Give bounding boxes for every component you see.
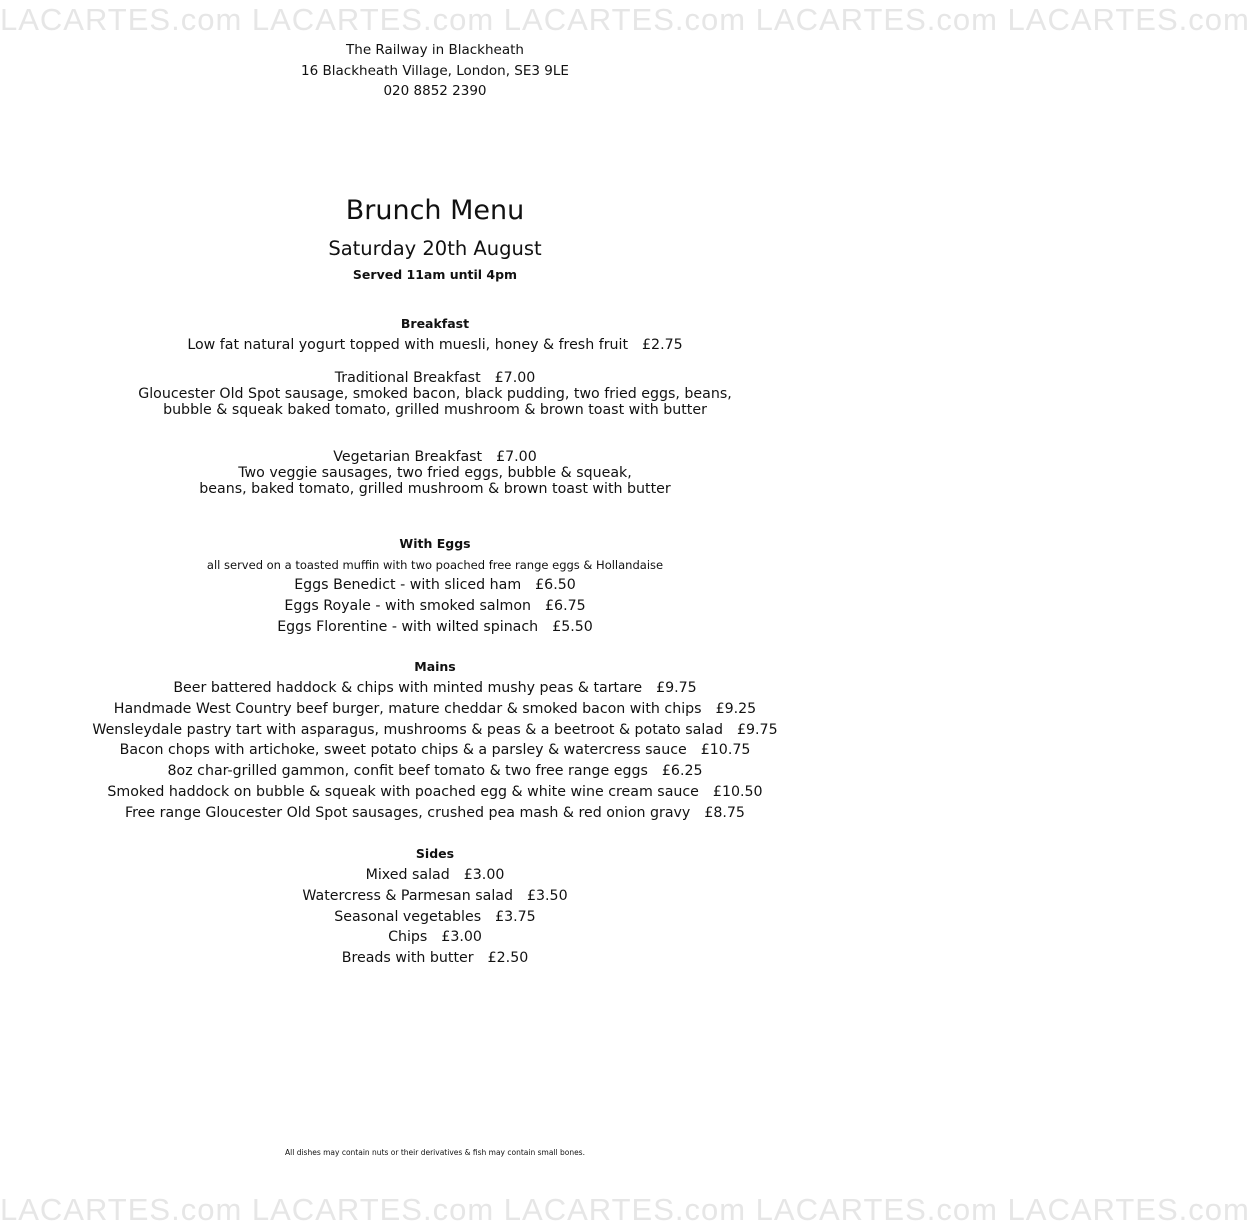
item-name: Eggs Florentine - with wilted spinach [277, 618, 539, 635]
restaurant-address: 16 Blackheath Village, London, SE3 9LE [301, 62, 569, 79]
item-description: bubble & squeak baked tomato, grilled mushroom & brown toast with butter [163, 402, 707, 418]
menu-item [0, 782, 870, 803]
menu-item [0, 678, 870, 699]
section-heading-sides: Sides [415, 846, 455, 861]
menu-item [0, 927, 870, 948]
section-heading-eggs: With Eggs [399, 536, 471, 551]
eggs-list [0, 575, 870, 637]
mains-list [0, 678, 870, 824]
item-price: £2.75 [642, 337, 683, 353]
item-name: Beer battered haddock & chips with minted mushy peas & tartare [173, 680, 643, 696]
sides-list [0, 865, 870, 969]
item-price: £3.50 [526, 887, 568, 904]
item-price: £2.50 [487, 950, 529, 967]
restaurant-name: The Railway in Blackheath [346, 42, 524, 58]
watermark-bottom: LACARTES.com LACARTES.com LACARTES.com LACARTES.com LACARTES.com [0, 1192, 1250, 1227]
item-name: Eggs Benedict - with sliced ham [294, 577, 522, 593]
item-price: £6.75 [545, 597, 586, 614]
item-price: £9.25 [715, 700, 757, 717]
item-price: £5.50 [552, 618, 593, 635]
item-description: beans, baked tomato, grilled mushroom & brown toast with butter [199, 481, 671, 497]
item-name: Traditional Breakfast [334, 370, 481, 386]
served-hours: Served 11am until 4pm [352, 267, 518, 282]
item-name: 8oz char-grilled gammon, confit beef tomato & two free range eggs [167, 763, 648, 780]
item-name: Bacon chops with artichoke, sweet potato chips & a parsley & watercress sauce [119, 742, 687, 759]
item-price: £8.75 [704, 804, 745, 821]
menu-item [0, 886, 870, 907]
item-price: £10.75 [700, 742, 751, 759]
header [0, 40, 870, 102]
menu-item [0, 699, 870, 720]
restaurant-phone: 020 8852 2390 [383, 83, 487, 99]
menu-item [0, 740, 870, 761]
menu-item [0, 449, 870, 497]
item-price: £7.00 [496, 449, 537, 465]
item-name: Low fat natural yogurt topped with muesli, honey & fresh fruit [187, 337, 629, 353]
watermark-top: LACARTES.com LACARTES.com LACARTES.com LACARTES.com LACARTES.com [0, 2, 1250, 37]
menu-item [0, 596, 870, 617]
item-name: Handmade West Country beef burger, mature cheddar & smoked bacon with chips [113, 700, 702, 717]
item-name: Watercress & Parmesan salad [302, 887, 513, 904]
item-name: Wensleydale pastry tart with asparagus, mushrooms & peas & a beetroot & potato salad [92, 721, 723, 738]
item-price: £7.00 [494, 370, 536, 386]
item-description: Gloucester Old Spot sausage, smoked bacon, black pudding, two fried eggs, beans, [138, 386, 732, 402]
item-price: £9.75 [736, 721, 778, 738]
item-price: £3.00 [441, 929, 482, 946]
item-name: Mixed salad [365, 867, 450, 883]
menu-item [0, 803, 870, 824]
item-description: Two veggie sausages, two fried eggs, bubble & squeak, [238, 465, 632, 481]
item-name: Seasonal vegetables [334, 908, 482, 925]
item-price: £10.50 [712, 783, 763, 800]
item-price: £3.00 [463, 867, 505, 883]
menu-item [0, 575, 870, 596]
menu-item [0, 370, 870, 418]
menu-item [0, 865, 870, 886]
section-heading-breakfast: Breakfast [400, 316, 470, 331]
item-name: Free range Gloucester Old Spot sausages, crushed pea mash & red onion gravy [125, 804, 691, 821]
menu-item [0, 948, 870, 969]
allergen-footer: All dishes may contain nuts or their derivatives & fish may contain small bones. [285, 1148, 585, 1157]
section-heading-mains: Mains [414, 659, 456, 674]
menu-item [0, 907, 870, 928]
item-price: £6.50 [535, 577, 576, 593]
menu-item [0, 761, 870, 782]
item-price: £9.75 [656, 680, 697, 696]
item-name: Eggs Royale - with smoked salmon [284, 597, 532, 614]
item-price: £6.25 [661, 763, 703, 780]
menu-item [0, 617, 870, 638]
section-note: all served on a toasted muffin with two poached free range eggs & Hollandaise [206, 558, 664, 572]
menu-item [0, 335, 870, 356]
item-name: Vegetarian Breakfast [333, 449, 483, 465]
menu-item [0, 720, 870, 741]
page-title: Brunch Menu [345, 195, 525, 226]
item-name: Breads with butter [341, 950, 474, 967]
item-name: Smoked haddock on bubble & squeak with poached egg & white wine cream sauce [107, 783, 699, 800]
item-price: £3.75 [495, 908, 536, 925]
menu-date: Saturday 20th August [328, 237, 542, 260]
item-name: Chips [388, 929, 428, 946]
